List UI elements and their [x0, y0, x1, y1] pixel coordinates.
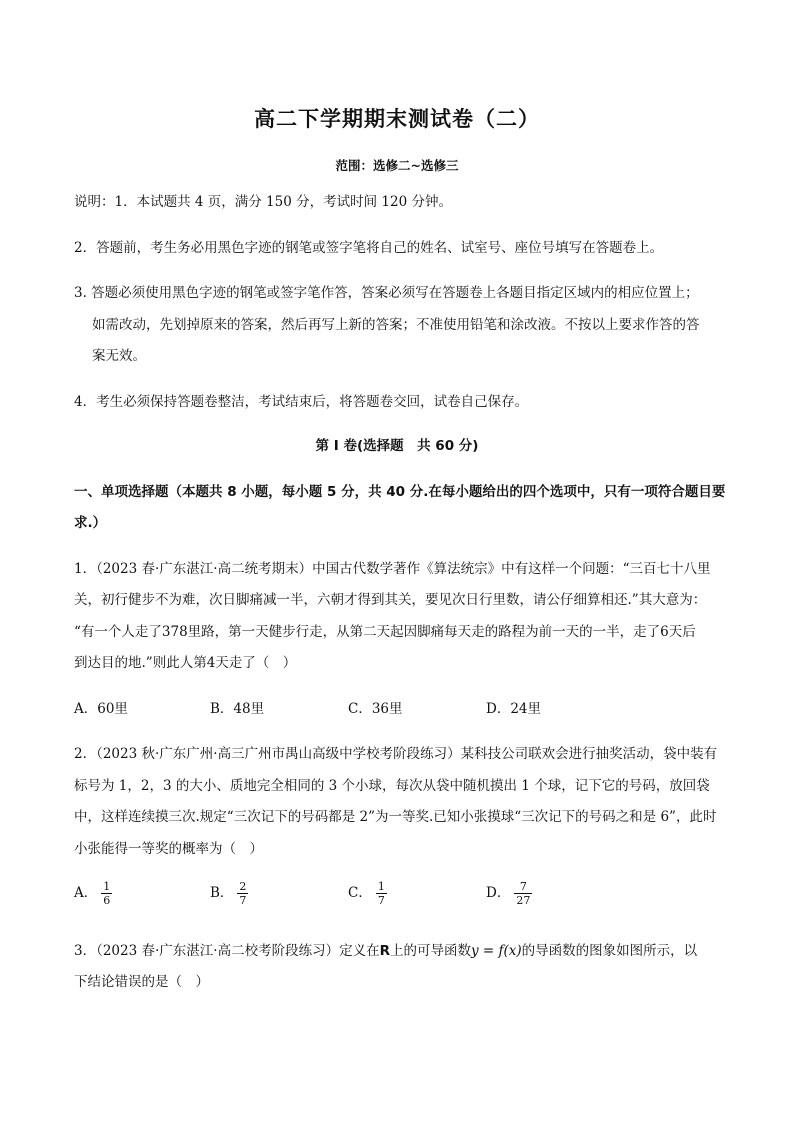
option-letter: C．	[348, 885, 372, 901]
question-1-text: 1．（2023 春·广东湛江·高二统考期末）中国古代数学著作《算法统宗》中有这样一个问题：“三百七十八里	[74, 561, 711, 577]
option-fraction: $\frac{2}{7}$	[239, 880, 247, 907]
option-letter: A．	[74, 885, 98, 901]
option-fraction: $\frac{1}{6}$	[103, 880, 111, 907]
page-title: 高二下学期期末测试卷（二）	[254, 107, 540, 131]
instruction-line: 案无效。	[92, 348, 146, 364]
section-heading: 求.）	[74, 515, 107, 531]
question-1-option-c: C．36里	[348, 701, 403, 717]
question-2-option-d	[486, 880, 532, 907]
option-fraction: $\frac{1}{7}$	[377, 880, 385, 907]
question-3-text: 下结论错误的是（ ）	[74, 974, 209, 990]
question-1-option-d: D．24里	[486, 701, 542, 717]
part-title: 第 I 卷(选择题 共 60 分)	[315, 438, 479, 454]
question-2-option-b	[210, 880, 248, 907]
instruction-line: 4．考生必须保持答题卷整洁，考试结束后，将答题卷交回，试卷自己保存。	[74, 394, 529, 410]
option-fraction: $\frac{7}{27}$	[516, 880, 531, 907]
set-symbol: R	[379, 943, 390, 959]
option-letter: B．	[210, 885, 234, 901]
instruction-line: 2．答题前，考生务必用黑色字迹的钢笔或签字笔将自己的姓名、试室号、座位号填写在答题卷上。	[74, 240, 664, 256]
question-2-option-c	[348, 880, 387, 907]
question-3-text: 3．（2023 春·广东湛江·高二校考阶段练习）定义在R上的可导函数y = f(x)的导函数的图象如图所示，以	[74, 943, 698, 959]
question-2-text: 标号为 1，2，3 的大小、质地完全相同的 3 个小球，每次从袋中随机摸出 1 个球，记下它的号码，放回袋	[74, 778, 710, 794]
section-heading: 一、单项选择题（本题共 8 小题，每小题 5 分，共 40 分.在每小题给出的四个选项中，只有一项符合题目要	[74, 484, 726, 500]
question-2-text: 中，这样连续摸三次.规定“三次记下的号码都是 2”为一等奖.已知小张摸球“三次记下的号码之和是 6”，此时	[74, 809, 717, 825]
instruction-line: 如需改动，先划掉原来的答案，然后再写上新的答案；不准使用铅笔和涂改液。不按以上要求作答的答	[92, 317, 700, 333]
function-expression: y = f(x)	[470, 943, 522, 959]
page-subtitle: 范围：选修二~选修三	[335, 158, 459, 173]
instruction-line: 说明：1．本试题共 4 页，满分 150 分，考试时间 120 分钟。	[74, 194, 452, 210]
question-1-option-a: A．60里	[74, 701, 128, 717]
question-2-text: 小张能得一等奖的概率为（ ）	[74, 841, 263, 857]
question-1-option-b: B．48里	[210, 701, 265, 717]
question-2-option-a	[74, 880, 112, 907]
question-2-text: 2．（2023 秋·广东广州·高三广州市禺山高级中学校考阶段练习）某科技公司联欢会进行抽奖活动，袋中装有	[74, 746, 718, 762]
question-1-text: 关，初行健步不为难，次日脚痛减一半，六朝才得到其关，要见次日行里数，请公仔细算相还.”其大意为：	[74, 592, 707, 608]
question-1-text: 到达目的地.”则此人第4天走了（ ）	[74, 655, 297, 671]
question-1-text: “有一个人走了378里路，第一天健步行走，从第二天起因脚痛每天走的路程为前一天的一半，走了6天后	[74, 624, 696, 640]
instruction-line: 3. 答题必须使用黑色字迹的钢笔或签字笔作答，答案必须写在答题卷上各题目指定区域内的相应位置上；	[74, 285, 699, 301]
option-letter: D．	[486, 885, 511, 901]
